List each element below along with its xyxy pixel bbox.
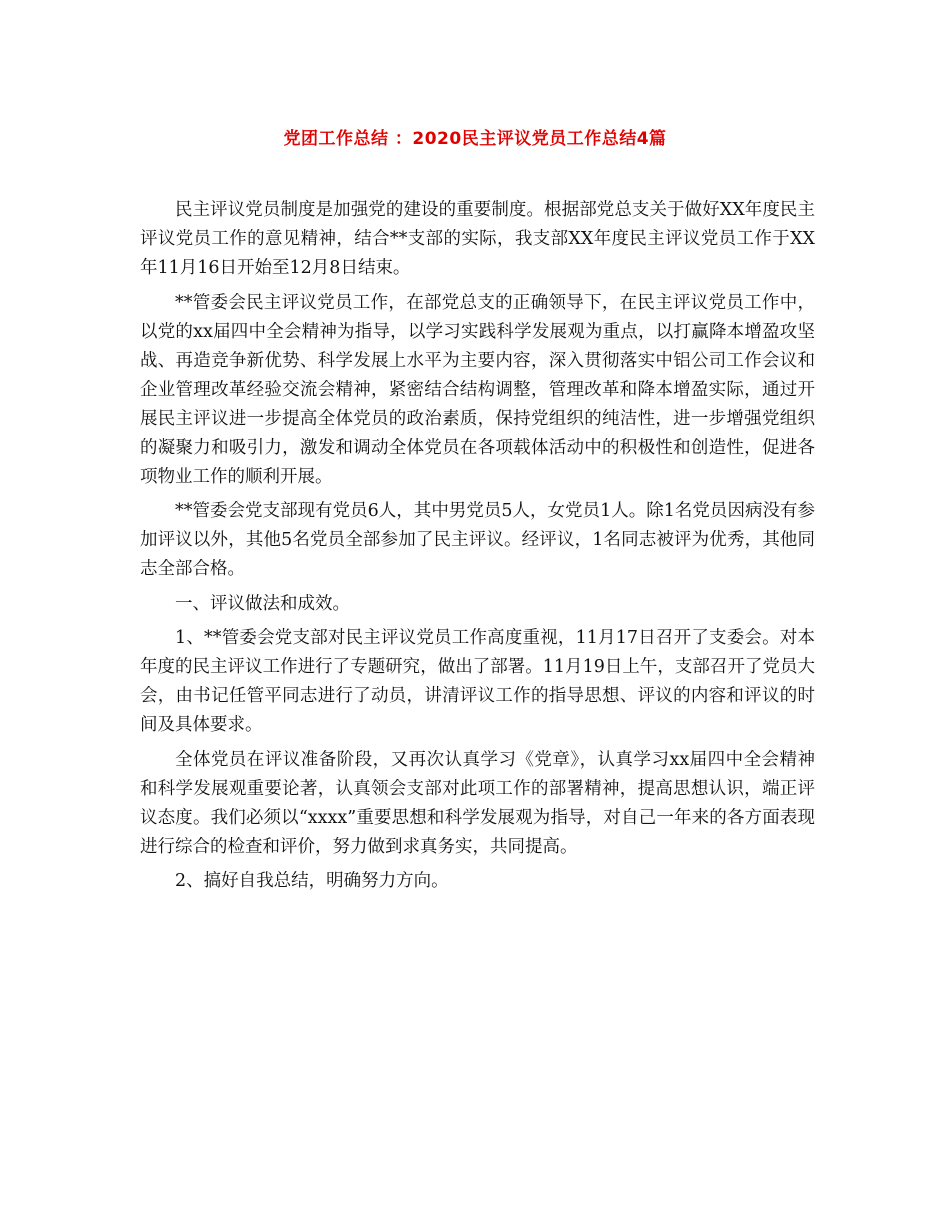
section-heading: 一、评议做法和成效。: [175, 593, 350, 614]
paragraph: 民主评议党员制度是加强党的建设的重要制度。根据部党总支关于做好XX年度民主评议党员工作的意见精神，结合**支部的实际，我支部XX年度民主评议党员工作于XX年11月16日开始至12月8日结束。: [140, 200, 815, 278]
paragraph: 全体党员在评议准备阶段，又再次认真学习《党章》，认真学习xx届四中全会精神和科学发展观重要论著，认真领会支部对此项工作的部署精神，提高思想认识，端正评议态度。我们必须以“xxxx”重要思想和科学发展观为指导，对自己一年来的各方面表现进行综合的检查和评价，努力做到求真务实，共同提高。: [140, 749, 815, 857]
section-heading: 2、搞好自我总结，明确努力方向。: [175, 871, 449, 891]
paragraph: 1、**管委会党支部对民主评议党员工作高度重视，11月17日召开了支委会。对本年度的民主评议工作进行了专题研究，做出了部署。11月19日上午，支部召开了党员大会，由书记任管平同志进行了动员，讲清评议工作的指导思想、评议的内容和评议的时间及具体要求。: [140, 628, 815, 735]
paragraph: **管委会民主评议党员工作，在部党总支的正确领导下，在民主评议党员工作中，以党的xx届四中全会精神为指导，以学习实践科学发展观为重点，以打赢降本增盈攻坚战、再造竞争新优势、科学发展上水平为主要内容，深入贯彻落实中铝公司工作会议和企业管理改革经验交流会精神，紧密结合结构调整，管理改革和降本增盈实际，通过开展民主评议进一步提高全体党员的政治素质，保持党组织的纯洁性，进一步增强党组织的凝聚力和吸引力，激发和调动全体党员在各项载体活动中的积极性和创造性，促进各项物业工作的顺利开展。: [140, 292, 815, 487]
document-title: 党团工作总结 ：2020民主评议党员工作总结4篇: [283, 129, 667, 149]
document-body: [140, 196, 815, 902]
paragraph: **管委会党支部现有党员6人，其中男党员5人，女党员1人。除1名党员因病没有参加评议以外，其他5名党员全部参加了民主评议。经评议，1名同志被评为优秀，其他同志全部合格。: [140, 501, 815, 579]
